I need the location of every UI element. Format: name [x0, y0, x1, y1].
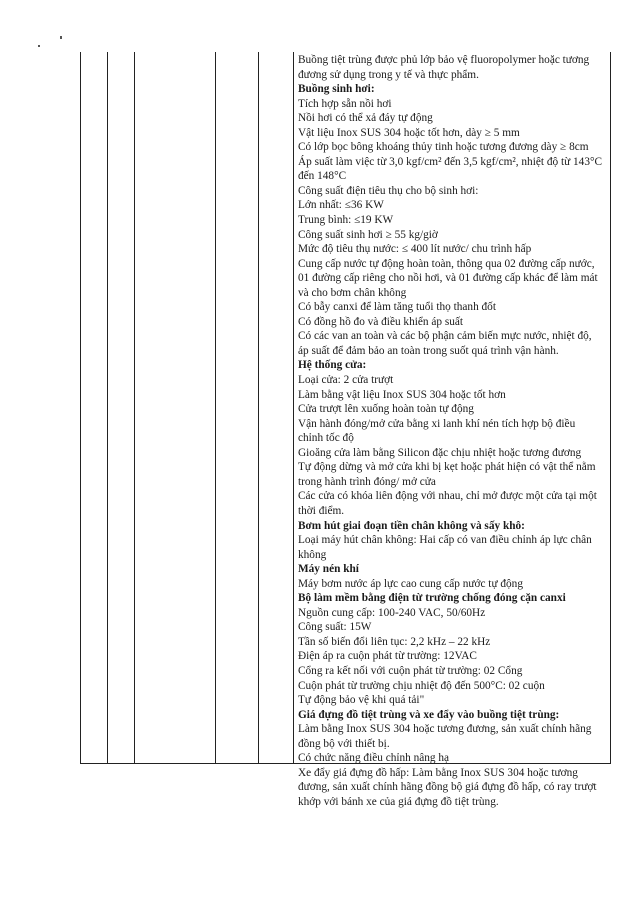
- spec-line: Gioăng cửa làm bằng Silicon đặc chịu nhiệt hoặc tương đương: [298, 446, 582, 459]
- specification-cell: [298, 53, 606, 809]
- spec-line: Vận hành đóng/mở cửa bằng xi lanh khí nén tích hợp bộ điều: [298, 417, 576, 430]
- spec-line: đến 148°C: [298, 170, 347, 183]
- spec-line: Tích hợp sẵn nồi hơi: [298, 97, 392, 110]
- spec-line: Tự động dừng và mở cửa khi bị kẹt hoặc phát hiện có vật thể nằm: [298, 461, 596, 474]
- spec-line: Công suất: 15W: [298, 621, 372, 634]
- spec-line: và cho bơm chân không: [298, 286, 407, 299]
- section-heading: Máy nén khí: [298, 563, 359, 576]
- spec-line: Cổng ra kết nối với cuộn phát từ trường: 02 Cổng: [298, 664, 523, 677]
- spec-line: Tự động bảo vệ khi quá tải": [298, 694, 425, 707]
- spec-line: Vật liệu Inox SUS 304 hoặc tốt hơn, dày ≥ 5 mm: [298, 126, 520, 139]
- spec-line: Điện áp ra cuộn phát từ trường: 12VAC: [298, 650, 477, 663]
- spec-line: Nguồn cung cấp: 100-240 VAC, 50/60Hz: [298, 606, 486, 619]
- spec-line: Máy bơm nước áp lực cao cung cấp nước tự động: [298, 577, 523, 590]
- spec-line: Cung cấp nước tự động hoàn toàn, thông qua 02 đường cấp nước,: [298, 257, 595, 270]
- spec-line: Loại cửa: 2 cửa trượt: [298, 374, 394, 387]
- spec-line: đương sử dụng trong y tế và thực phẩm.: [298, 68, 479, 81]
- spec-line: Trung bình: ≤19 KW: [298, 214, 394, 227]
- column-border: [134, 52, 135, 764]
- column-border: [293, 52, 294, 764]
- scan-mark: [38, 45, 40, 47]
- spec-line: trong hành trình đóng/ mở cửa: [298, 475, 436, 488]
- spec-line: Công suất sinh hơi ≥ 55 kg/giờ: [298, 228, 438, 241]
- spec-line: Làm bằng vật liệu Inox SUS 304 hoặc tốt hơn: [298, 388, 506, 401]
- spec-line: thời điểm.: [298, 504, 345, 517]
- spec-line: đương, sản xuất chính hãng đồng bộ giá đựng đồ hấp, có ray trượt: [298, 781, 597, 794]
- spec-line: 01 đường cấp riêng cho nồi hơi, và 01 đường cấp khác để làm mát: [298, 272, 598, 285]
- column-border: [610, 52, 611, 764]
- spec-line: Loại máy hút chân không: Hai cấp có van điều chỉnh áp lực chân: [298, 534, 592, 547]
- spec-line: Buồng tiệt trùng được phủ lớp bảo vệ fluoropolymer hoặc tương: [298, 54, 590, 66]
- column-border: [107, 52, 108, 764]
- spec-line: Làm bằng Inox SUS 304 hoặc tương đương, sản xuất chính hãng: [298, 723, 592, 736]
- section-heading: Buồng sinh hơi:: [298, 83, 375, 96]
- spec-line: đồng bộ với thiết bị.: [298, 737, 390, 750]
- spec-line: chỉnh tốc độ: [298, 432, 354, 445]
- spec-line: Có các van an toàn và các bộ phận cảm biến mực nước, nhiệt độ,: [298, 330, 592, 343]
- column-border: [258, 52, 259, 764]
- column-border: [80, 52, 81, 764]
- spec-line: Xe đẩy giá đựng đồ hấp: Làm bằng Inox SUS 304 hoặc tương: [298, 766, 578, 779]
- spec-line: Công suất điện tiêu thụ cho bộ sinh hơi:: [298, 184, 479, 197]
- spec-line: Cửa trượt lên xuống hoàn toàn tự động: [298, 403, 474, 416]
- section-heading: Giá đựng đồ tiệt trùng và xe đẩy vào buồng tiệt trùng:: [298, 708, 560, 721]
- spec-line: áp suất để đảm bảo an toàn trong suốt quá trình vận hành.: [298, 344, 559, 357]
- spec-line: Nồi hơi có thể xả đáy tự động: [298, 112, 433, 125]
- spec-line: Mức độ tiêu thụ nước: ≤ 400 lít nước/ chu trình hấp: [298, 243, 532, 256]
- section-heading: Bơm hút giai đoạn tiền chân không và sấy khô:: [298, 519, 525, 532]
- spec-line: Các cửa có khóa liên động với nhau, chỉ mở được một cửa tại một: [298, 490, 597, 503]
- section-heading: Bộ làm mềm bằng điện từ trường chống đóng cặn canxi: [298, 592, 566, 605]
- spec-line: Áp suất làm việc từ 3,0 kgf/cm² đến 3,5 kgf/cm², nhiệt độ từ 143°C: [298, 155, 603, 168]
- spec-line: khớp với bánh xe của giá đựng đồ tiệt trùng.: [298, 795, 499, 808]
- section-heading: Hệ thống cửa:: [298, 359, 367, 372]
- spec-line: không: [298, 548, 327, 561]
- spec-line: Tần số biến đổi liên tục: 2,2 kHz – 22 kHz: [298, 635, 491, 648]
- column-border: [215, 52, 216, 764]
- spec-line: Có chức năng điều chỉnh nâng hạ: [298, 752, 450, 765]
- spec-line: Có đồng hồ đo và điều khiển áp suất: [298, 315, 464, 328]
- spec-line: Cuộn phát từ trường chịu nhiệt độ đến 500°C: 02 cuộn: [298, 679, 545, 692]
- scan-mark: [60, 36, 62, 39]
- spec-line: Có lớp bọc bông khoáng thủy tinh hoặc tương đương dày ≥ 8cm: [298, 141, 589, 154]
- spec-line: Có bẫy canxi để làm tăng tuổi thọ thanh đốt: [298, 301, 496, 314]
- spec-line: Lớn nhất: ≤36 KW: [298, 199, 384, 212]
